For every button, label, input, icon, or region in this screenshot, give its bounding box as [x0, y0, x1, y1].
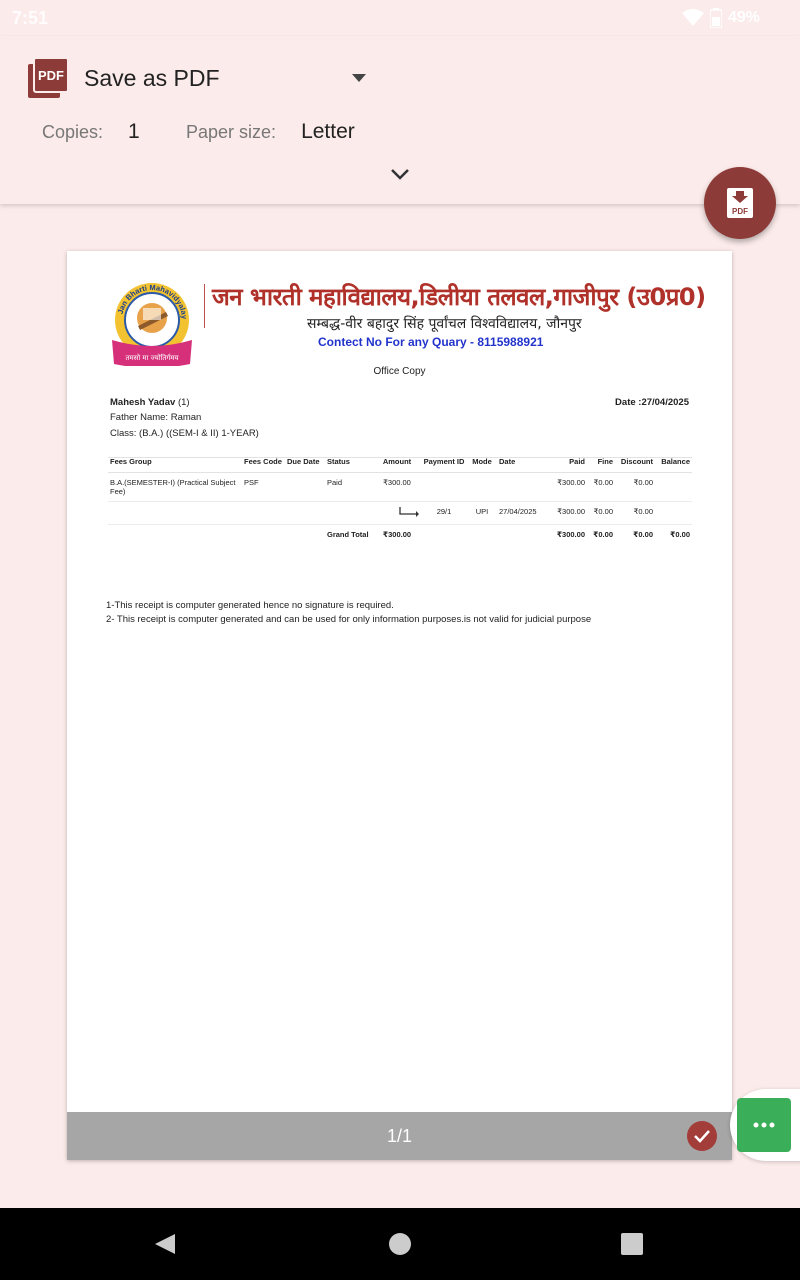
col-mode: Mode [467, 457, 497, 473]
col-status: Status [325, 457, 373, 473]
download-pdf-button[interactable] [704, 167, 776, 239]
payment-fine: ₹0.00 [587, 502, 615, 525]
paper-size-label: Paper size: [186, 122, 277, 142]
page-footer [67, 1112, 732, 1160]
father-name: Father Name: Raman [110, 412, 202, 423]
fee-amount: ₹300.00 [373, 473, 421, 502]
col-balance: Balance [655, 457, 692, 473]
payment-id: 29/1 [421, 502, 467, 525]
total-fine: ₹0.00 [593, 530, 613, 539]
total-empty-6 [497, 525, 545, 545]
status-time: 7:51 [12, 8, 49, 28]
fees-table [108, 457, 692, 544]
col-fees-group: Fees Group [108, 457, 242, 473]
note-1: 1-This receipt is computer generated hence no signature is required. [106, 600, 394, 611]
svg-text:PDF: PDF [38, 68, 64, 83]
more-horizontal-icon [753, 1122, 775, 1128]
grand-total-label: Grand Total [327, 530, 369, 539]
return-arrow-icon [373, 502, 421, 525]
total-paid: ₹300.00 [556, 530, 585, 539]
fee-payment-id [421, 473, 467, 502]
college-logo [110, 282, 194, 366]
more-options-button[interactable] [737, 1098, 791, 1152]
total-empty-3 [285, 525, 325, 545]
status-bar [0, 0, 800, 36]
payment-empty-3 [285, 502, 325, 525]
fee-code: PSF [242, 473, 285, 502]
logo-motto: तमसो मा ज्योतिर्गमय [125, 354, 179, 362]
payment-empty-2 [242, 502, 285, 525]
table-header-row [108, 457, 692, 473]
col-payment-id: Payment ID [421, 457, 467, 473]
home-icon[interactable] [388, 1232, 412, 1256]
download-pdf-icon [727, 188, 753, 218]
college-affiliation: सम्बद्ध-वीर बहादुर सिंह पूर्वांचल विश्वविद्यालय, जौनपुर [307, 316, 582, 332]
col-fine: Fine [587, 457, 615, 473]
payment-balance [655, 502, 692, 525]
fee-due-date [285, 473, 325, 502]
paper-size-option[interactable] [186, 120, 355, 144]
student-name-text: Mahesh Yadav [110, 397, 176, 408]
fee-date [497, 473, 545, 502]
col-date: Date [497, 457, 545, 473]
fee-balance [655, 473, 692, 502]
col-paid: Paid [545, 457, 587, 473]
payment-row [108, 502, 692, 525]
class-info: Class: (B.A.) ((SEM-I & II) 1-YEAR) [110, 428, 259, 439]
printer-name: Save as PDF [84, 64, 220, 91]
student-name [110, 397, 190, 408]
payment-paid: ₹300.00 [545, 502, 587, 525]
total-empty-4 [421, 525, 467, 545]
paper-size-value[interactable]: Letter [301, 120, 355, 143]
back-icon[interactable] [153, 1232, 177, 1256]
pdf-icon [28, 58, 68, 98]
page-preview[interactable] [67, 251, 732, 1160]
page-indicator: 1/1 [386, 1126, 413, 1146]
copies-value[interactable]: 1 [128, 120, 140, 143]
fee-fine: ₹0.00 [587, 473, 615, 502]
total-discount: ₹0.00 [633, 530, 653, 539]
battery-percent: 49% [727, 9, 760, 26]
total-empty-2 [242, 525, 285, 545]
grand-total-row [108, 525, 692, 545]
fee-status: Paid [325, 473, 373, 502]
receipt-notes [106, 599, 591, 627]
payment-discount: ₹0.00 [615, 502, 655, 525]
receipt-date: Date :27/04/2025 [615, 397, 689, 408]
total-empty-1 [108, 525, 242, 545]
copies-label: Copies: [42, 122, 104, 142]
payment-date: 27/04/2025 [497, 502, 545, 525]
header-divider [204, 284, 205, 328]
total-balance: ₹0.00 [670, 530, 690, 539]
status-icons [682, 8, 760, 28]
page-selected-toggle[interactable] [687, 1121, 717, 1151]
col-fees-code: Fees Code [242, 457, 285, 473]
chevron-down-icon[interactable] [389, 166, 411, 182]
fee-discount: ₹0.00 [615, 473, 655, 502]
fee-row [108, 473, 692, 502]
fee-group: B.A.(SEMESTER-I) (Practical Subject Fee) [108, 473, 242, 502]
wifi-icon [682, 9, 704, 27]
check-icon [693, 1129, 711, 1143]
college-title: जन भारती महाविद्यालय,डिलीया तलवल,गाजीपुर (उ0प्र0) [212, 283, 706, 311]
col-discount: Discount [615, 457, 655, 473]
fee-paid: ₹300.00 [545, 473, 587, 502]
copies-option[interactable] [42, 120, 140, 144]
payment-empty-1 [108, 502, 242, 525]
payment-empty-4 [325, 502, 373, 525]
fab-label: PDF [732, 207, 748, 216]
col-due-date: Due Date [285, 457, 325, 473]
total-amount: ₹300.00 [382, 530, 412, 539]
note-2: 2- This receipt is computer generated and can be used for only information purposes.is not valid for judicial purpose [106, 614, 592, 625]
print-options-panel [0, 36, 800, 204]
college-contact: Contect No For any Quary - 8115988921 [318, 335, 544, 349]
battery-icon [710, 8, 722, 28]
dropdown-arrow-icon[interactable] [352, 74, 366, 82]
printer-selector[interactable] [28, 58, 220, 98]
fee-mode [467, 473, 497, 502]
payment-mode: UPI [467, 502, 497, 525]
navigation-bar [0, 1208, 800, 1280]
total-empty-5 [467, 525, 497, 545]
col-amount: Amount [373, 457, 421, 473]
recents-icon[interactable] [620, 1232, 644, 1256]
logo-name: Jan Bharti Mahavidyalay [115, 282, 190, 320]
student-id: (1) [177, 397, 190, 408]
office-copy-label: Office Copy [373, 366, 426, 377]
